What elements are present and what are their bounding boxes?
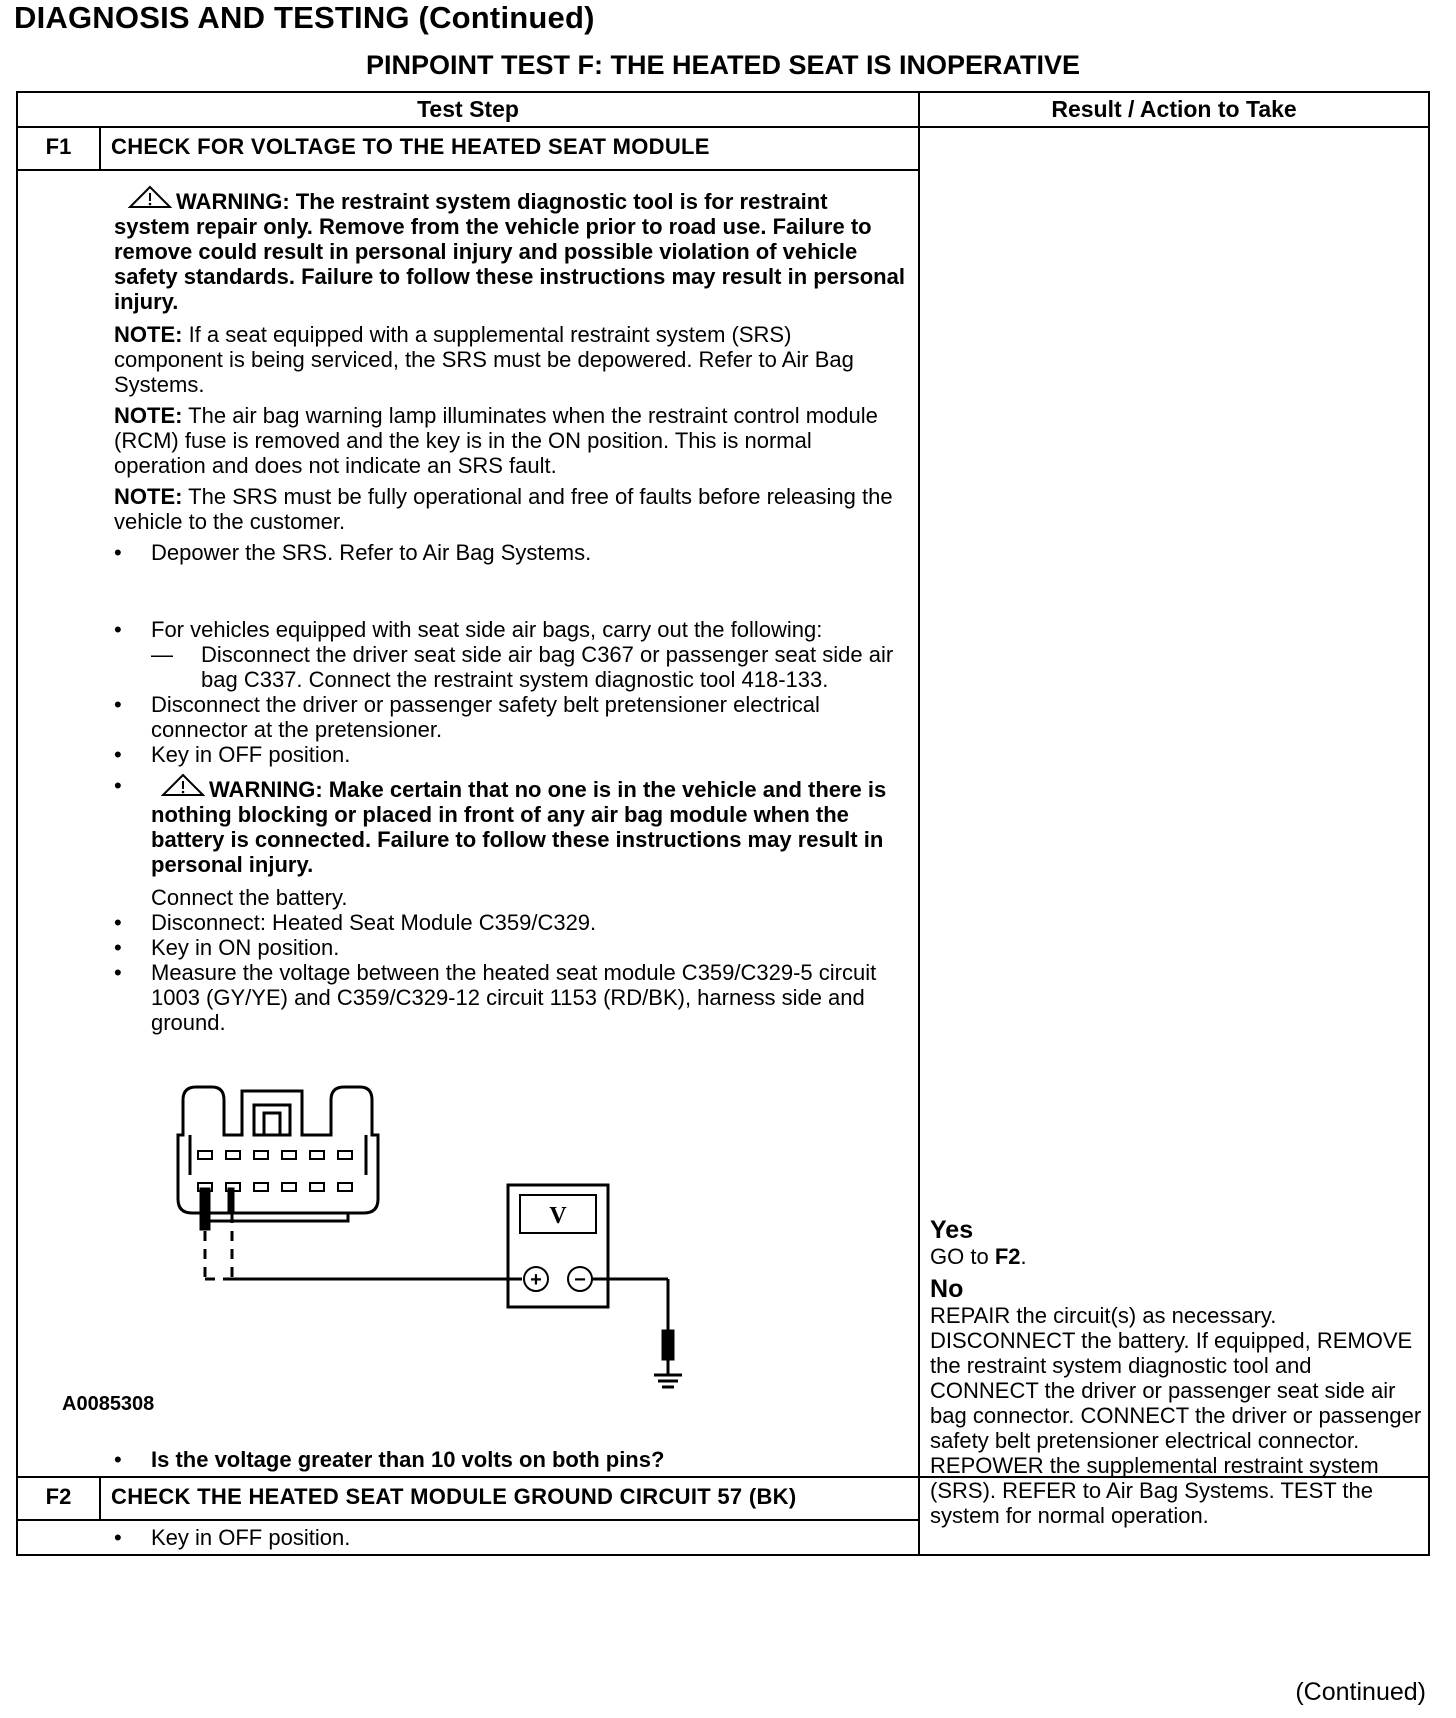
step-seat-side-text: For vehicles equipped with seat side air bags, carry out the following: <box>151 617 823 642</box>
note-srs-depower-text: If a seat equipped with a supplemental restraint system (SRS) component is being serviced, the SRS must be depowered. Refer to Air Bag Systems. <box>114 322 854 397</box>
connector-diagram <box>18 1035 778 1447</box>
step-key-off-text: Key in OFF position. <box>151 742 351 767</box>
note-airbag-lamp-text: The air bag warning lamp illuminates when the restraint control module (RCM) fuse is removed and the key is in the ON position. This is normal operation and does not indicate an SRS fault. <box>114 403 878 478</box>
warning-triangle-icon <box>128 185 172 209</box>
step-key-on-text: Key in ON position. <box>151 935 340 960</box>
step-heading-f1: CHECK FOR VOLTAGE TO THE HEATED SEAT MODULE <box>100 127 919 170</box>
list-item <box>114 692 906 742</box>
probe-leads <box>201 1189 522 1279</box>
pinpoint-test-table <box>16 91 1430 1556</box>
warning-battery-text: WARNING: Make certain that no one is in the vehicle and there is nothing blocking or placed in front of any air bag module when the battery is connected. Failure to follow these instructions may result in personal injury. <box>151 777 887 877</box>
page-title: DIAGNOSIS AND TESTING (Continued) <box>14 0 595 35</box>
list-item <box>114 935 906 960</box>
column-header-test-step: Test Step <box>17 92 919 127</box>
result-yes-target[interactable]: F2 <box>994 1244 1021 1269</box>
list-item <box>114 742 906 767</box>
step-f2-key-off-text: Key in OFF position. <box>151 1525 351 1550</box>
ground-lead <box>592 1279 682 1387</box>
list-item <box>114 773 906 910</box>
voltage-measurement-figure <box>18 1035 906 1447</box>
step-f1-body <box>17 170 919 1477</box>
continued-label: (Continued) <box>1295 1678 1426 1706</box>
step-f2-list <box>18 1525 906 1550</box>
step-id-f1: F1 <box>17 127 100 170</box>
pinpoint-test-title <box>0 50 1456 81</box>
note-label: NOTE: <box>114 322 183 347</box>
step-measure-text: Measure the voltage between the heated seat module C359/C329-5 circuit 1003 (GY/YE) and C359/C329-12 circuit 1153 (RD/BK), harness side and ground. <box>151 960 877 1035</box>
step-disconnect-module-text: Disconnect: Heated Seat Module C359/C329. <box>151 910 597 935</box>
warning-battery <box>151 773 906 877</box>
bullet: • <box>114 540 122 565</box>
meter-plus-terminal: + <box>530 1269 542 1291</box>
connector-pins <box>198 1151 352 1191</box>
result-yes-suffix: . <box>1020 1244 1027 1269</box>
pinpoint-test-title-text: PINPOINT TEST F: THE HEATED SEAT IS INOPERATIVE <box>365 50 1081 80</box>
result-no-label: No <box>930 1275 964 1303</box>
note-label: NOTE: <box>114 403 183 428</box>
bullet: • <box>114 773 122 798</box>
list-item <box>114 617 906 692</box>
step-id-f2: F2 <box>17 1477 100 1520</box>
bullet: • <box>114 910 122 935</box>
list-item <box>114 960 906 1035</box>
list-item <box>114 1447 906 1472</box>
bullet: • <box>114 935 122 960</box>
step-connect-battery-text: Connect the battery. <box>151 885 348 910</box>
step-depower-text: Depower the SRS. Refer to Air Bag Systems. <box>151 540 592 565</box>
warning-restraint-tool-text: WARNING: The restraint system diagnostic tool is for restraint system repair only. Remove from the vehicle prior to road use. Failure to remove could result in personal injury and possible violation of vehicle safety standards. Failure to follow these instructions may result in personal injury. <box>114 189 905 314</box>
bullet: • <box>114 960 122 985</box>
step-question-text: Is the voltage greater than 10 volts on both pins? <box>151 1447 665 1472</box>
note-srs-operational <box>114 484 906 534</box>
note-srs-depower <box>114 322 906 397</box>
list-item <box>114 540 906 565</box>
meter-minus-terminal: − <box>574 1269 586 1291</box>
sub-list-item <box>151 642 906 692</box>
table-header-row <box>17 92 1429 127</box>
step-f2-body <box>17 1520 919 1555</box>
result-yes-text <box>930 1244 1424 1269</box>
note-airbag-lamp <box>114 403 906 478</box>
note-srs-operational-text: The SRS must be fully operational and free of faults before releasing the vehicle to the customer. <box>114 484 893 534</box>
result-no-text: REPAIR the circuit(s) as necessary. DISCONNECT the battery. If equipped, REMOVE the restraint system diagnostic tool and CONNECT the driver or passenger seat side air bag connector. CONNECT the driver or passenger safety belt pretensioner electrical connector. REPOWER the supplemental restraint system (SRS). REFER to Air Bag Systems. TEST the system for normal operation. <box>930 1303 1422 1528</box>
warning-triangle-icon <box>161 773 205 797</box>
result-yes-label: Yes <box>930 1216 974 1244</box>
result-yes-prefix: GO to <box>930 1244 995 1269</box>
step-f1-list <box>18 540 906 1035</box>
figure-id: A0085308 <box>62 1393 155 1415</box>
bullet: • <box>114 1525 122 1550</box>
bullet: • <box>114 617 122 642</box>
voltmeter <box>508 1185 608 1307</box>
dash: — <box>151 642 173 667</box>
list-item <box>114 1525 906 1550</box>
result-block-f1 <box>930 1216 1424 1528</box>
bullet: • <box>114 742 122 767</box>
warning-restraint-tool <box>114 185 906 314</box>
bullet: • <box>114 1447 122 1472</box>
list-item <box>114 910 906 935</box>
meter-label: V <box>549 1203 567 1229</box>
column-header-result: Result / Action to Take <box>919 92 1429 127</box>
result-cell-f1 <box>919 127 1429 1528</box>
step-pretensioner-text: Disconnect the driver or passenger safety belt pretensioner electrical connector at the pretensioner. <box>151 692 820 742</box>
step-f1-question-list <box>18 1447 906 1472</box>
step-f1-heading-row <box>17 127 1429 170</box>
step-heading-f2: CHECK THE HEATED SEAT MODULE GROUND CIRCUIT 57 (BK) <box>100 1477 919 1520</box>
bullet: • <box>114 692 122 717</box>
note-label: NOTE: <box>114 484 183 509</box>
sub-disconnect-text: Disconnect the driver seat side air bag C367 or passenger seat side air bag C337. Connect the restraint system diagnostic tool 418-133. <box>201 642 894 692</box>
